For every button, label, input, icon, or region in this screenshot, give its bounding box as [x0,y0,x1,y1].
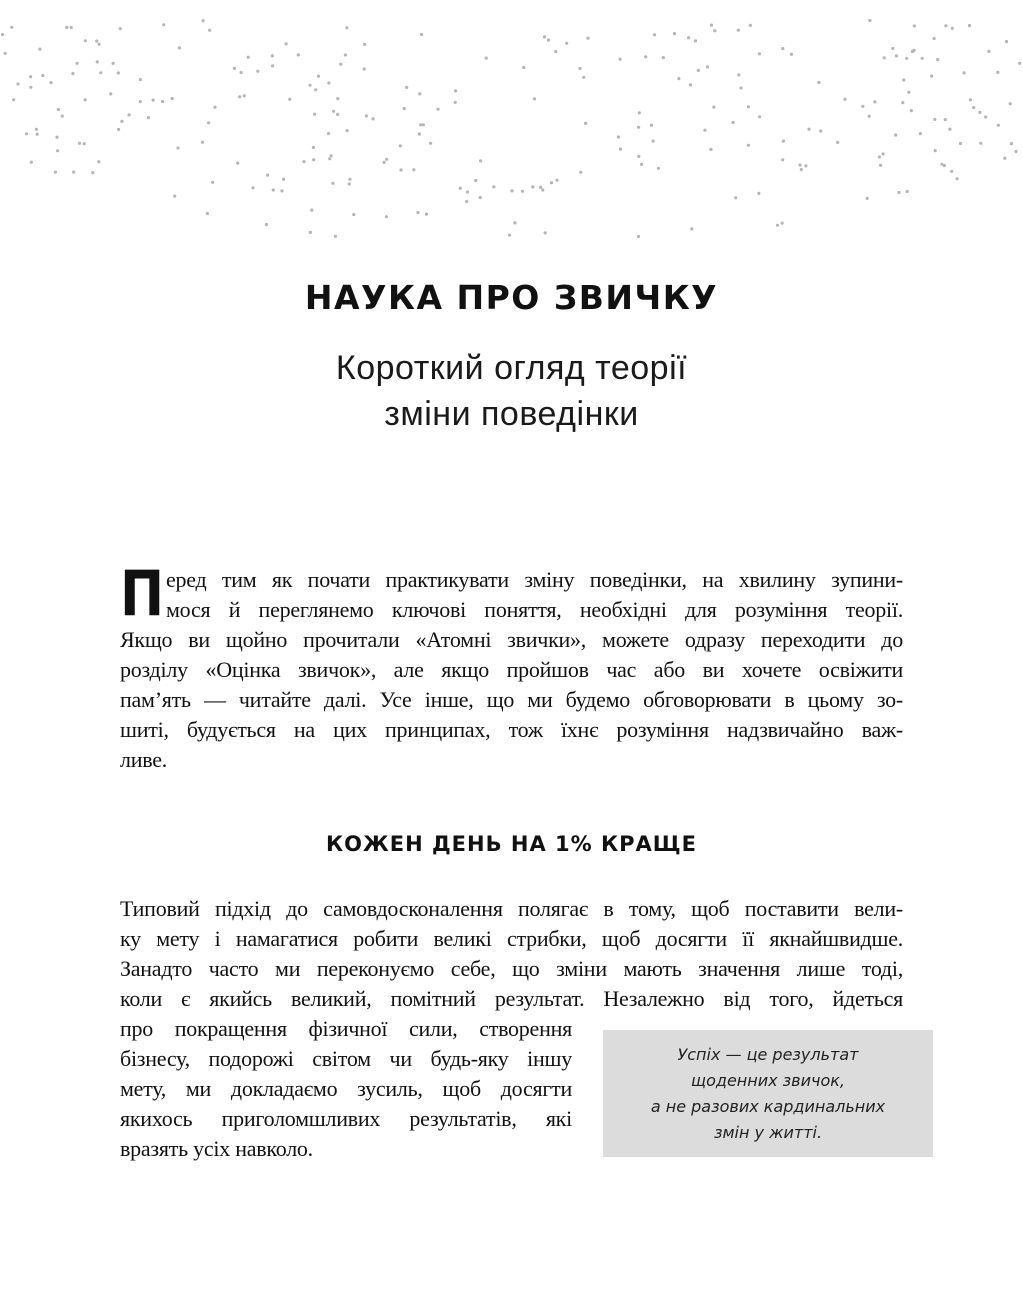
dot [272,188,275,191]
dot [800,168,803,171]
dot [868,115,871,118]
dot [879,164,882,167]
dot [38,48,41,51]
dot [419,123,422,126]
dot [934,149,937,152]
dot [919,132,922,135]
dot [256,70,259,73]
dot [403,107,406,110]
dot [35,128,38,131]
dot [83,142,86,145]
dot [492,185,495,188]
dot [582,76,585,79]
dot [817,81,820,84]
quote-line: змін у житті. [713,1122,823,1142]
dot [459,187,462,190]
dot [550,181,553,184]
dot [819,129,822,132]
dot [1014,150,1017,153]
dot [297,53,300,56]
dot [314,88,317,91]
dot [555,179,558,182]
dot [171,97,174,100]
dot [76,62,79,65]
dot [677,77,680,80]
dot [987,50,990,53]
dot [749,24,752,27]
dot [906,190,909,193]
quote-line: щоденних звичок, [691,1070,845,1090]
dot [176,146,179,149]
dot [30,161,33,164]
dot [554,50,557,53]
dot [895,54,898,57]
dot [640,163,643,166]
dot [372,117,375,120]
dot [211,181,214,184]
dot [637,155,640,158]
dot [539,186,542,189]
dot [883,56,886,59]
dot [309,231,312,234]
drop-cap: П [120,557,164,630]
dot [619,148,622,151]
dot [531,185,534,188]
dot [637,235,640,238]
dot [240,71,243,74]
dot [84,98,87,101]
dot [978,111,981,114]
dot [178,46,181,49]
dot [522,66,525,69]
dot [139,100,142,103]
dot [910,109,913,112]
dot [280,189,283,192]
dot [25,132,28,135]
dot [310,209,313,212]
dot [798,163,801,166]
dot [236,162,239,165]
dot [302,160,305,163]
dot [485,57,488,60]
dot [96,60,99,63]
dot [99,71,102,74]
dot [454,89,457,92]
dot [10,26,13,29]
dot [712,106,715,109]
dot [466,190,469,193]
decorative-dot-pattern [0,0,1023,250]
dot [317,75,320,78]
dot [905,57,908,60]
dot [944,118,947,121]
dot [57,108,60,111]
dot [70,26,73,29]
dot [416,211,419,214]
text-line: розділу «Оцінка звичок», але якщо пройшов час або ви хочете освіжити [120,657,903,682]
dot [95,40,98,43]
text-line: коли є якийсь великий, помітний результат. Незалежно від того, йдеться [120,986,903,1011]
dot [687,36,690,39]
dot [330,154,333,157]
dot [41,74,44,77]
dot [139,78,142,81]
dot [266,174,269,177]
dot [948,128,951,131]
dot [996,71,999,74]
dot [638,111,641,114]
dot [940,163,943,166]
dot [327,81,330,84]
dot [737,73,740,76]
dot [979,142,982,145]
dot [265,223,268,226]
dot [385,158,388,161]
quote-line: Успіх — це результат [677,1044,859,1064]
intro-paragraph [120,557,903,775]
dot [776,224,779,227]
dot [55,136,58,139]
dot [963,71,966,74]
dot [363,43,366,46]
dot [383,161,386,164]
dot [348,182,351,185]
dot [418,92,421,95]
dot [921,57,924,60]
dot [510,189,513,192]
dot [247,56,250,59]
dot [385,215,388,218]
text-line: бізнесу, подорожі світом чи будь-яку іншу [120,1046,572,1071]
dot [327,132,330,135]
dot [479,159,482,162]
dot [933,37,936,40]
dot [911,50,914,53]
dot [12,98,15,101]
dot [513,221,516,224]
dot [579,171,582,174]
dot [690,227,693,230]
dot [399,144,402,147]
dot [233,67,236,70]
dot [454,101,457,104]
dot [436,108,439,111]
dot [747,144,750,147]
dot [465,200,468,203]
subtitle-line: зміни поведінки [384,395,639,433]
dot [901,101,904,104]
dot [97,160,100,163]
dot [128,113,131,116]
dot [861,105,864,108]
dot [328,157,331,160]
dot [584,122,587,125]
text-line: якихось приголомшливих результатів, які [120,1106,572,1131]
dot [238,95,241,98]
dot [930,75,933,78]
text-line: Якщо ви щойно прочитали «Атомні звички», можете одразу переходити до [120,627,903,652]
dot [120,120,123,123]
dot [547,39,550,42]
dot [112,62,115,65]
dot [251,186,254,189]
dot [781,158,784,161]
dot [758,52,761,55]
dot [339,63,342,66]
dot [544,231,547,234]
dot [619,58,622,61]
text-line: мося й переглянемо ключові поняття, необхідні для розуміння теорії. [166,597,903,622]
dot [288,98,291,101]
dot [345,26,348,29]
dot [91,171,94,174]
dot [739,86,742,89]
dot [984,115,987,118]
dot [1018,62,1021,65]
dot [781,222,784,225]
dot [956,177,959,180]
dot [662,56,665,59]
dot [479,196,482,199]
dot [348,178,351,181]
dot [1,33,4,36]
dot [713,29,716,32]
dot [332,110,335,113]
dot [363,67,366,70]
dot [308,84,311,87]
dot [644,55,647,58]
dot [878,155,881,158]
dot [344,53,347,56]
dot [747,105,750,108]
dot [117,71,120,74]
dot [1003,157,1006,160]
dot [969,98,972,101]
dot [271,64,274,67]
dot [709,148,712,151]
chapter-title: НАУКА ПРО ЗВИЧКУ [304,278,719,317]
dot [757,192,760,195]
dot [541,188,544,191]
dot [781,47,784,50]
text-line: Типовий підхід до самовдосконалення полягає в тому, щоб поставити вели- [120,896,903,921]
dot [173,195,176,198]
dot [804,164,807,167]
dot [1010,142,1013,145]
dot [65,26,68,29]
subtitle-line: Короткий огляд теорії [335,349,688,387]
dot [586,37,589,40]
dot [706,65,709,68]
dot [109,92,112,95]
dot [429,142,432,145]
dot [352,213,355,216]
text-line: Занадто часто ми переконуємо себе, що зміни мають значення лише тоді, [120,956,903,981]
text-line: ливе. [120,747,168,772]
dot [346,129,349,132]
dot [61,115,64,118]
pull-quote-box [603,1030,933,1157]
dot [422,123,425,126]
dot [207,121,210,124]
dot [1005,40,1008,43]
dot [161,100,164,103]
dot [866,197,869,200]
dot [565,42,568,45]
dot [208,29,211,32]
dot [950,170,953,173]
dot [508,234,511,237]
dot [1009,102,1012,105]
dot [147,116,150,119]
text-line: еред тим як почати практикувати зміну поведінки, на хвилину зупини- [166,567,903,592]
dot [578,67,581,70]
dot [782,140,785,143]
dot [807,128,810,131]
dot [71,72,74,75]
dot [331,182,334,185]
dot [98,43,101,46]
dot [972,106,975,109]
chapter-subtitle [0,345,1023,437]
dot [913,24,916,27]
dot [201,141,204,144]
dot [412,168,415,171]
dot [206,212,209,215]
quote-line: а не разових кардинальних [650,1096,886,1116]
dot [968,24,971,27]
dot [162,23,165,26]
dot [689,83,692,86]
dot [732,121,735,124]
dot [902,78,905,81]
dot [334,235,337,238]
dot [29,86,32,89]
dot [243,94,246,97]
dot [533,97,536,100]
dot [418,132,421,135]
dot [891,47,894,50]
dot [49,81,52,84]
dot [84,39,87,42]
dot [873,100,876,103]
dot [117,128,120,131]
text-line: мету, ми докладаємо зусиль, щоб досягти [120,1076,572,1101]
dot [56,149,59,152]
dot [657,167,660,170]
dot [4,52,7,55]
dot [285,42,288,45]
dot [365,114,368,117]
dot [944,24,947,27]
dot [282,178,285,181]
dot [951,27,954,30]
dot [652,140,655,143]
dot [119,27,122,30]
dot [29,75,32,78]
dot [694,39,697,42]
dot [420,33,423,36]
dot [336,113,339,116]
dot [836,141,839,144]
dot [907,91,910,94]
dot [843,98,846,101]
dot [213,106,216,109]
text-line: вразять усіх навколо. [120,1136,313,1161]
dot [882,152,885,155]
dot [271,54,274,57]
dot [16,82,19,85]
dot [521,190,524,193]
dot [959,142,962,145]
dot [72,171,75,174]
dot [312,146,315,149]
dot [710,24,713,27]
text-line: пам’ять — читайте далі. Усе інше, що ми будемо обговорювати в цьому зо- [120,687,903,712]
dot [697,69,700,72]
dot [673,32,676,35]
text-line: ку мету і намагатися робити великі стрибки, щоб досягти її якнайшвидше. [120,926,903,951]
dot [543,35,546,38]
dot [653,33,656,36]
dot [790,53,793,56]
dot [894,133,897,136]
dot [737,29,740,32]
dot [202,19,205,22]
dot [474,179,477,182]
dot [54,171,57,174]
dot [617,135,620,138]
dot [650,124,653,127]
dot [897,191,900,194]
dot [36,133,39,136]
text-line: шиті, будується на цих принципах, тож їхнє розуміння надзвичайно важ- [120,717,903,742]
dot [758,115,761,118]
dot [399,168,402,171]
dot [425,213,428,216]
dot [997,124,1000,127]
dot [405,86,408,89]
dot [637,126,640,129]
text-line: про покращення фізичної сили, створення [120,1016,572,1041]
dot [868,19,871,22]
dot [703,129,706,132]
dot [312,158,315,161]
dot [78,142,81,145]
dot [936,58,939,61]
dot [734,196,737,199]
dot [336,97,339,100]
section-heading: КОЖЕН ДЕНЬ НА 1% КРАЩЕ [326,832,697,856]
dot [152,99,155,102]
dot [933,118,936,121]
dot [313,113,316,116]
